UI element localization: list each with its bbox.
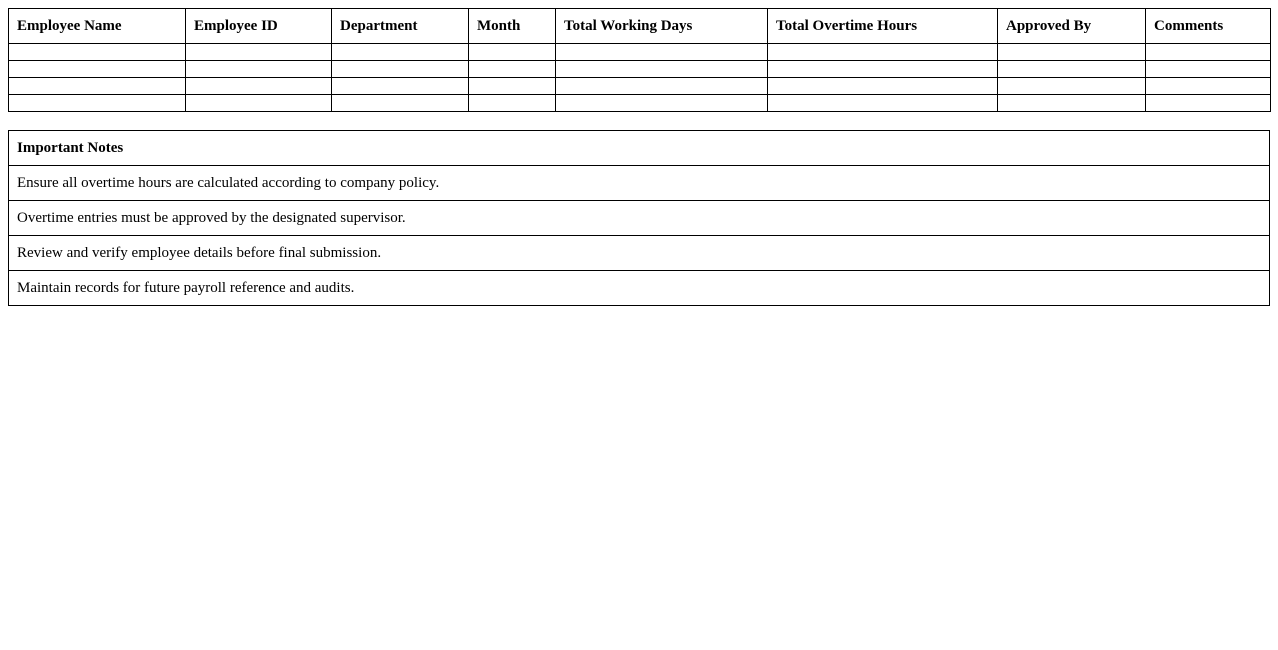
notes-header-row [9, 131, 1270, 166]
table-cell [768, 61, 998, 78]
table-cell [998, 61, 1146, 78]
column-header-month: Month [469, 9, 556, 44]
column-header-total-working-days: Total Working Days [556, 9, 768, 44]
note-row [9, 166, 1270, 201]
table-cell [469, 44, 556, 61]
note-row [9, 201, 1270, 236]
table-cell [1146, 95, 1271, 112]
note-item: Overtime entries must be approved by the designated supervisor. [9, 201, 1270, 236]
note-item: Maintain records for future payroll reference and audits. [9, 271, 1270, 306]
table-cell [1146, 44, 1271, 61]
table-cell [768, 78, 998, 95]
column-header-department: Department [332, 9, 469, 44]
table-cell [332, 78, 469, 95]
document-body [8, 8, 1270, 306]
table-cell [469, 61, 556, 78]
table-cell [186, 78, 332, 95]
table-cell [9, 95, 186, 112]
column-header-comments: Comments [1146, 9, 1271, 44]
table-cell [556, 95, 768, 112]
table-cell [332, 95, 469, 112]
table-row [9, 95, 1271, 112]
table-cell [998, 78, 1146, 95]
important-notes-table [8, 130, 1270, 306]
note-row [9, 236, 1270, 271]
table-cell [332, 61, 469, 78]
table-cell [186, 61, 332, 78]
note-item: Review and verify employee details before final submission. [9, 236, 1270, 271]
note-item: Ensure all overtime hours are calculated according to company policy. [9, 166, 1270, 201]
header-row [9, 9, 1271, 44]
column-header-approved-by: Approved By [998, 9, 1146, 44]
table-cell [186, 44, 332, 61]
table-cell [998, 95, 1146, 112]
table-cell [998, 44, 1146, 61]
table-cell [1146, 61, 1271, 78]
table-row [9, 61, 1271, 78]
table-cell [768, 44, 998, 61]
column-header-total-overtime-hours: Total Overtime Hours [768, 9, 998, 44]
table-cell [9, 78, 186, 95]
table-cell [768, 95, 998, 112]
table-cell [9, 61, 186, 78]
table-cell [469, 78, 556, 95]
table-cell [9, 44, 186, 61]
table-row [9, 44, 1271, 61]
overtime-table [8, 8, 1271, 112]
table-cell [556, 61, 768, 78]
note-row [9, 271, 1270, 306]
column-header-employee-name: Employee Name [9, 9, 186, 44]
column-header-employee-id: Employee ID [186, 9, 332, 44]
table-row [9, 78, 1271, 95]
table-cell [556, 44, 768, 61]
table-cell [332, 44, 469, 61]
table-cell [1146, 78, 1271, 95]
table-cell [469, 95, 556, 112]
table-cell [556, 78, 768, 95]
table-cell [186, 95, 332, 112]
notes-heading: Important Notes [9, 131, 1270, 166]
